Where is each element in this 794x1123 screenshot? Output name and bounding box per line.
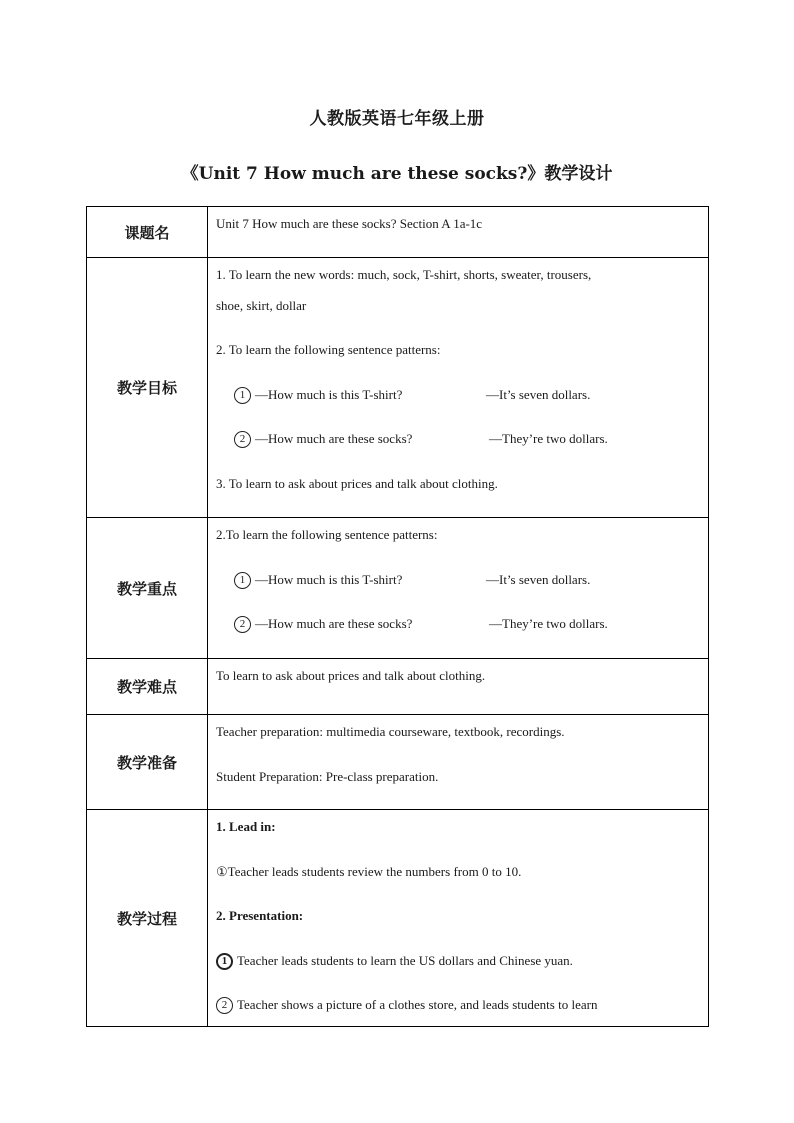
row-content-objectives: [208, 258, 709, 518]
objectives-line-1: 1. To learn the new words: much, sock, T-shirt, shorts, sweater, trousers,: [216, 267, 592, 282]
table-row-topic: [87, 207, 709, 258]
key-points-pattern-2: [216, 613, 700, 635]
preparation-line-1: Teacher preparation: multimedia courseware, textbook, recordings.: [216, 724, 565, 739]
row-label-process: 教学过程: [87, 810, 208, 1027]
objectives-pattern-1: [216, 384, 700, 406]
answer-text: —It’s seven dollars.: [486, 386, 591, 402]
objectives-line-6: 3. To learn to ask about prices and talk about clothing.: [216, 475, 498, 491]
question-text: —How much is this T-shirt?: [255, 386, 403, 402]
objectives-pattern-2: [216, 428, 700, 450]
circled-number: 1: [234, 572, 251, 589]
row-content-process: [208, 810, 709, 1027]
circled-number: 2: [216, 997, 233, 1014]
process-heading-presentation: 2. Presentation:: [216, 908, 304, 923]
question-text: —How much are these socks?: [255, 616, 413, 631]
table-row-difficulties: [87, 659, 709, 715]
lesson-plan-table: [86, 206, 709, 1027]
objectives-line-3: 2. To learn the following sentence patterns:: [216, 342, 441, 357]
preparation-line-2: Student Preparation: Pre-class preparation.: [216, 768, 439, 784]
key-points-pattern-1: [216, 569, 700, 591]
table-row-process: [87, 810, 709, 1027]
document-subtitle: 《Unit 7 How much are these socks?》教学设计: [181, 164, 613, 184]
row-content-key-points: [208, 518, 709, 659]
table-row-objectives: [87, 258, 709, 518]
circled-number: 2: [234, 431, 251, 448]
process-heading-lead-in: 1. Lead in:: [216, 819, 276, 834]
row-label-key-points: 教学重点: [87, 518, 208, 659]
answer-text: —They’re two dollars.: [489, 616, 608, 631]
question-text: —How much are these socks?: [255, 431, 413, 446]
row-label-preparation: 教学准备: [87, 715, 208, 810]
process-step-1: ①Teacher leads students review the numbers from 0 to 10.: [216, 863, 522, 879]
key-points-line-1: 2.To learn the following sentence patterns:: [216, 527, 438, 542]
circled-number: 1: [216, 953, 233, 970]
process-step-3-text: Teacher shows a picture of a clothes store, and leads students to learn: [237, 997, 598, 1012]
process-step-2: [216, 950, 700, 972]
row-content-preparation: [208, 715, 709, 810]
question-text: —How much is this T-shirt?: [255, 571, 403, 587]
row-label-difficulties: 教学难点: [87, 659, 208, 715]
answer-text: —They’re two dollars.: [489, 431, 608, 446]
process-step-2-text: Teacher leads students to learn the US dollars and Chinese yuan.: [237, 952, 573, 968]
circled-number: 1: [234, 387, 251, 404]
circled-number: 2: [234, 616, 251, 633]
difficulties-text: To learn to ask about prices and talk about clothing.: [216, 668, 486, 683]
row-label-objectives: 教学目标: [87, 258, 208, 518]
table-row-key-points: [87, 518, 709, 659]
document-title: 人教版英语七年级上册: [309, 109, 485, 129]
row-label-topic: 课题名: [87, 207, 208, 258]
answer-text: —It’s seven dollars.: [486, 571, 591, 587]
row-content-difficulties: [208, 659, 709, 715]
topic-text: Unit 7 How much are these socks? Section A 1a-1c: [216, 216, 483, 231]
row-content-topic: [208, 207, 709, 258]
objectives-line-2: shoe, skirt, dollar: [216, 297, 307, 313]
process-step-3: [216, 994, 700, 1016]
table-row-preparation: [87, 715, 709, 810]
